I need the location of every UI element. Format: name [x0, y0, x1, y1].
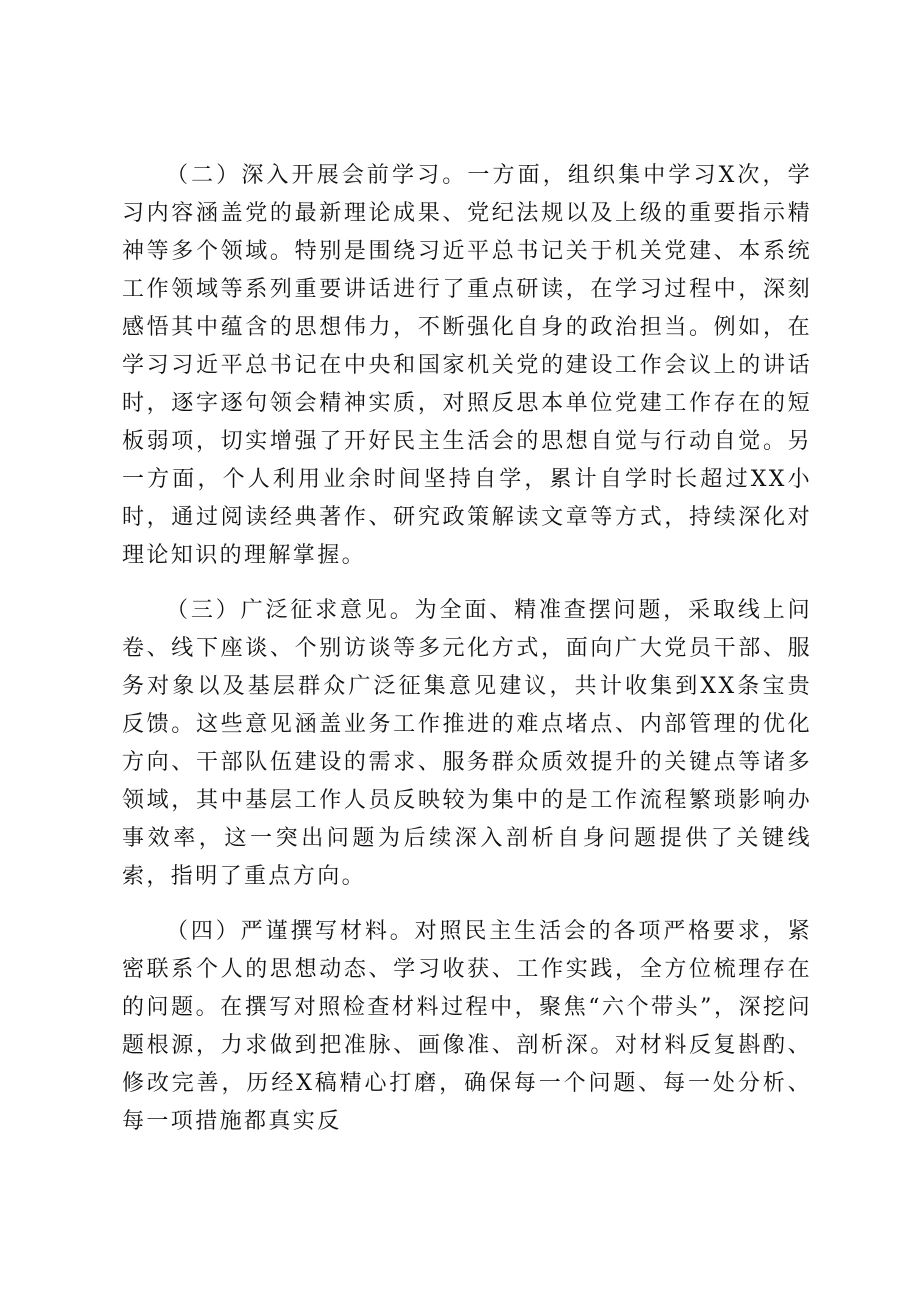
paragraph-write-materials: （四）严谨撰写材料。对照民主生活会的各项严格要求，紧密联系个人的思想动态、学习收获、工作实践，全方位梳理存在的问题。在撰写对照检查材料过程中，聚焦“六个带头”，深挖问题根源，力求做到把准脉、画像准、剖析深。对材料反复斟酌、修改完善，历经X稿精心打磨，确保每一个问题、每一处分析、每一项措施都真实反	[122, 919, 812, 1134]
paragraph-meeting-study: （二）深入开展会前学习。一方面，组织集中学习X次，学习内容涵盖党的最新理论成果、党纪法规以及上级的重要指示精神等多个领域。特别是围绕习近平总书记关于机关党建、本系统工作领域等系列重要讲话进行了重点研读，在学习过程中，深刻感悟其中蕴含的思想伟力，不断强化自身的政治担当。例如，在学习习近平总书记在中央和国家机关党的建设工作会议上的讲话时，逐字逐句领会精神实质，对照反思本单位党建工作存在的短板弱项，切实增强了开好民主生活会的思想自觉与行动自觉。另一方面，个人利用业余时间坚持自学，累计自学时长超过XX小时，通过阅读经典著作、研究政策解读文章等方式，持续深化对理论知识的理解掌握。	[122, 163, 812, 568]
document-body	[122, 157, 812, 1141]
paragraph-solicit-opinions: （三）广泛征求意见。为全面、精准查摆问题，采取线上问卷、线下座谈、个别访谈等多元化方式，面向广大党员干部、服务对象以及基层群众广泛征集意见建议，共计收集到XX条宝贵反馈。这些意见涵盖业务工作推进的难点堵点、内部管理的优化方向、干部队伍建设的需求、服务群众质效提升的关键点等诸多领域，其中基层工作人员反映较为集中的是工作流程繁琐影响办事效率，这一突出问题为后续深入剖析自身问题提供了关键线索，指明了重点方向。	[122, 598, 812, 889]
